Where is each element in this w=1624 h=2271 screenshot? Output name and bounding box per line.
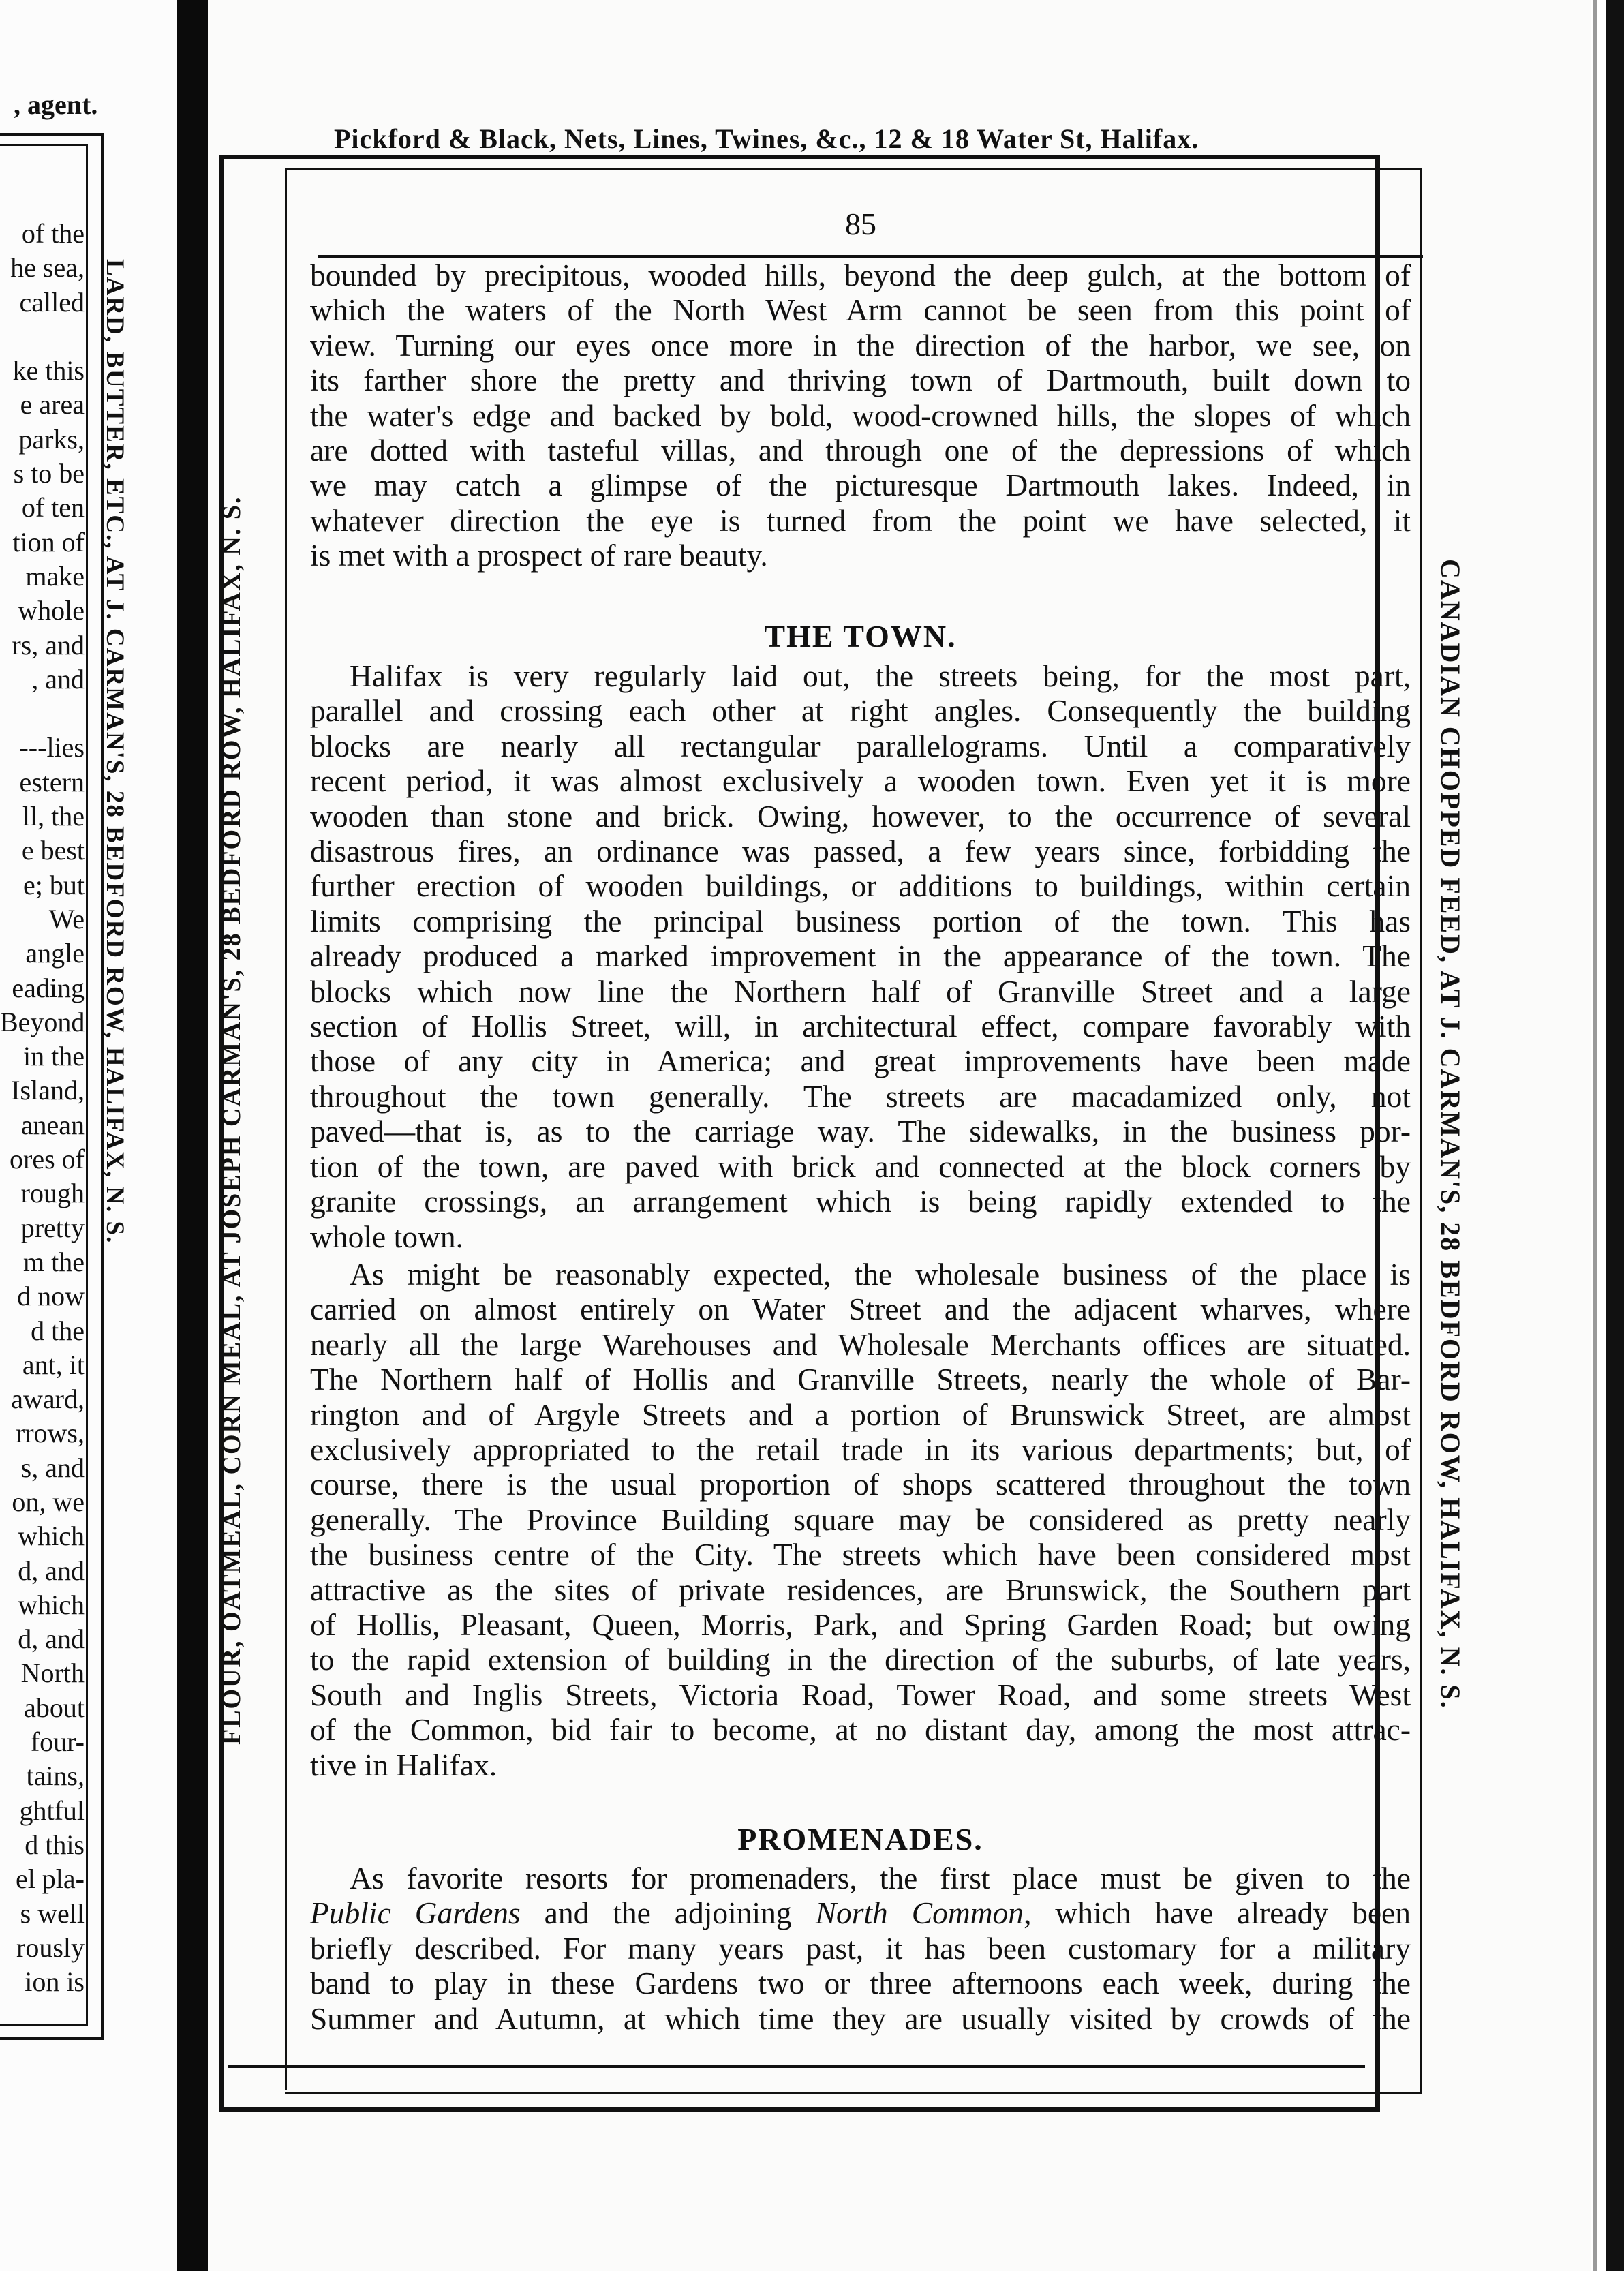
left-page-line: award, [11, 1384, 85, 1415]
left-page-line: tains, [26, 1761, 85, 1792]
page-number: 85 [845, 207, 876, 241]
left-page-line: eading [12, 972, 85, 1003]
promenades-line: Public Gardens and the adjoining North Common, which have already been [310, 1895, 1411, 1931]
text-line: generally. The Province Building square may be considered as pretty nearly [310, 1502, 1411, 1537]
text-line: whatever direction the eye is turned from the point we have selected, it [310, 502, 1411, 538]
left-page-line: of the [21, 218, 85, 249]
intro-paragraph [310, 258, 1411, 573]
text-line: view. Turning our eyes once more in the direction of the harbor, we see, on [310, 327, 1411, 363]
left-page-line: rs, and [12, 629, 85, 660]
left-page-line: e; but [23, 869, 85, 900]
left-page-line: make [25, 560, 85, 592]
text-line: Halifax is very regularly laid out, the streets being, for the most part, [350, 658, 1411, 693]
left-page-line [0, 697, 85, 731]
left-page-line: North [20, 1658, 85, 1689]
left-page-line: d, and [18, 1624, 85, 1655]
text-line: paved—that is, as to the carriage way. The sidewalks, in the business por- [310, 1114, 1411, 1149]
heading-promenades: PROMENADES. [737, 1822, 983, 1857]
promenades-paragraph [310, 1861, 1411, 2036]
text-line: recent period, it was almost exclusively a wooden town. Even yet it is more [310, 763, 1411, 799]
scan-edge [1606, 0, 1624, 2271]
text-line: As might be reasonably expected, the wholesale business of the place is [350, 1257, 1411, 1292]
footer-rule [228, 2065, 1365, 2068]
text-line: attractive as the sites of private residences, are Brunswick, the Southern part [310, 1572, 1411, 1607]
text-line: The Northern half of Hollis and Granville Streets, nearly the whole of Bar- [310, 1362, 1411, 1397]
text-line: limits comprising the principal business portion of the town. This has [310, 903, 1411, 939]
text-line: section of Hollis Street, will, in architectural effect, compare favorably with [310, 1009, 1411, 1044]
text-line: South and Inglis Streets, Victoria Road, Tower Road, and some streets West [310, 1677, 1411, 1712]
left-page-line: s, and [20, 1452, 85, 1483]
left-page-line: d, and [18, 1555, 85, 1586]
text-line: is met with a prospect of rare beauty. [310, 538, 768, 573]
left-page-line: ores of [10, 1144, 85, 1175]
left-page-line: pretty [20, 1212, 85, 1243]
left-page-line: tion of [12, 526, 85, 558]
text-line: bounded by precipitous, wooded hills, beyond the deep gulch, at the bottom of [310, 258, 1411, 292]
left-page-line: We [48, 903, 85, 934]
text-line: of Hollis, Pleasant, Queen, Morris, Park, and Spring Garden Road; but owing [310, 1607, 1411, 1643]
promenades-line: Summer and Autumn, at which time they are usually visited by crowds of the [310, 2000, 1411, 2036]
text-line: rington and of Argyle Streets and a portion of Brunswick Street, are almost [310, 1397, 1411, 1432]
left-page-line: s to be [13, 458, 85, 489]
left-page-line: m the [23, 1246, 85, 1277]
left-page-line: which [18, 1589, 85, 1620]
left-page-line: d this [25, 1829, 85, 1860]
text-line: course, there is the usual proportion of shops scattered throughout the town [310, 1467, 1411, 1502]
north-common-text: North Common [815, 1895, 1024, 1931]
text-line: nearly all the large Warehouses and Wholesale Merchants offices are situated. [310, 1326, 1411, 1362]
left-page-line: s well [20, 1897, 85, 1929]
text-line: granite crossings, an arrangement which is being rapidly extended to the [310, 1184, 1411, 1219]
left-page-line [0, 320, 85, 354]
text-line: its farther shore the pretty and thriving town of Dartmouth, built down to [310, 363, 1411, 398]
text-line: carried on almost entirely on Water Street and the adjacent wharves, where [310, 1292, 1411, 1327]
left-page-line: of ten [21, 492, 85, 523]
text-line: parallel and crossing each other at right angles. Consequently the building [310, 693, 1411, 729]
left-page-line: angle [25, 938, 85, 969]
text-line: those of any city in America; and great improvements have been made [310, 1043, 1411, 1079]
left-page-line: rrows, [15, 1418, 85, 1449]
left-page-line: el pla- [15, 1863, 85, 1895]
left-page-line: estern [19, 766, 85, 797]
left-page-text-column [0, 217, 85, 1999]
left-page-line: four- [30, 1726, 85, 1758]
left-page-line: Island, [11, 1075, 85, 1106]
left-page-line: whole [18, 595, 85, 626]
left-page-line: e best [21, 835, 85, 866]
left-page-line: rough [20, 1178, 85, 1209]
promenades-line: As favorite resorts for promenaders, the first place must be given to the [350, 1861, 1411, 1895]
side-ad-left: FLOUR, OATMEAL, CORN MEAL, AT JOSEPH CARMAN'S, 28 BEDFORD ROW, HALIFAX, N. S. [217, 496, 246, 1745]
promenades-line: briefly described. For many years past, it has been customary for a military [310, 1930, 1411, 1966]
left-page-line: ke this [12, 355, 85, 386]
text-line: disastrous fires, an ordinance was passed, a few years since, forbidding the [310, 834, 1411, 869]
text-line: are dotted with tasteful villas, and through one of the depressions of which [310, 433, 1411, 468]
left-page-line: about [24, 1692, 85, 1723]
left-page-line: ant, it [22, 1349, 85, 1380]
text-line: which the waters of the North West Arm cannot be seen from this point of [310, 292, 1411, 328]
text-line: wooden than stone and brick. Owing, however, to the occurrence of several [310, 798, 1411, 834]
text-line: the business centre of the City. The streets which have been considered most [310, 1537, 1411, 1572]
text-line: already produced a marked improvement in the appearance of the town. The [310, 939, 1411, 974]
heading-the-town: THE TOWN. [764, 619, 957, 654]
left-side-ad-text: LARD, BUTTER, ETC., AT J. CARMAN'S, 28 BEDFORD ROW, HALIFAX, N. S. [101, 259, 129, 1245]
town-paragraph-2 [310, 1257, 1411, 1782]
left-page-line: ---lies [19, 732, 85, 763]
left-page-side-ad [102, 259, 157, 1963]
text-line: further erection of wooden buildings, or additions to buildings, within certain [310, 868, 1411, 904]
left-page-line: e area [20, 389, 85, 421]
left-page-line: , and [31, 663, 85, 695]
left-page-line: Beyond [0, 1006, 85, 1037]
town-paragraph-1 [310, 658, 1411, 1254]
left-page-line: called [19, 286, 85, 318]
left-page-line: ghtful [19, 1795, 85, 1826]
text-line: blocks are nearly all rectangular parallelograms. Until a comparatively [310, 728, 1411, 763]
left-page-line: ll, the [22, 801, 85, 832]
text-line: whole town. [310, 1219, 463, 1254]
public-gardens-text: Public Gardens [310, 1895, 521, 1931]
page-inner-border-left [285, 168, 287, 2090]
book-gutter [177, 0, 208, 2271]
left-page-line: rously [16, 1932, 85, 1963]
left-page-line: on, we [12, 1486, 85, 1517]
left-page-line: which [18, 1521, 85, 1552]
text-line: tion of the town, are paved with brick and connected at the block corners by [310, 1148, 1411, 1184]
text-line: to the rapid extension of building in the direction of the suburbs, of late years, [310, 1642, 1411, 1677]
left-page-line: parks, [18, 423, 85, 455]
side-ad-right: CANADIAN CHOPPED FEED, AT J. CARMAN'S, 28 BEDFORD ROW, HALIFAX, N. S. [1435, 559, 1466, 1709]
text-line: of the Common, bid fair to become, at no distant day, among the most attrac- [310, 1712, 1411, 1748]
left-page-line: anean [20, 1109, 85, 1140]
text-line: tive in Halifax. [310, 1747, 497, 1782]
running-header-ad: Pickford & Black, Nets, Lines, Twines, &c., 12 & 18 Water St, Halifax. [334, 123, 1199, 154]
previous-page [0, 0, 179, 2271]
text-line: the water's edge and backed by bold, wood-crowned hills, the slopes of which [310, 397, 1411, 433]
text-line: we may catch a glimpse of the picturesque Dartmouth lakes. Indeed, in [310, 468, 1411, 503]
left-page-agent-text: , agent. [14, 89, 98, 120]
promenades-line: band to play in these Gardens two or three afternoons each week, during the [310, 1966, 1411, 2001]
left-page-line: d the [31, 1315, 85, 1346]
text-line: blocks which now line the Northern half of Granville Street and a large [310, 973, 1411, 1009]
left-page-line: ion is [25, 1966, 85, 1998]
text-line: throughout the town generally. The streets are macadamized only, not [310, 1078, 1411, 1114]
page-edge-line [1593, 0, 1597, 2271]
left-page-line: d now [17, 1281, 85, 1312]
text-line: exclusively appropriated to the retail trade in its various departments; but, of [310, 1432, 1411, 1467]
left-page-line: he sea, [10, 252, 85, 284]
left-page-line: in the [23, 1041, 85, 1072]
